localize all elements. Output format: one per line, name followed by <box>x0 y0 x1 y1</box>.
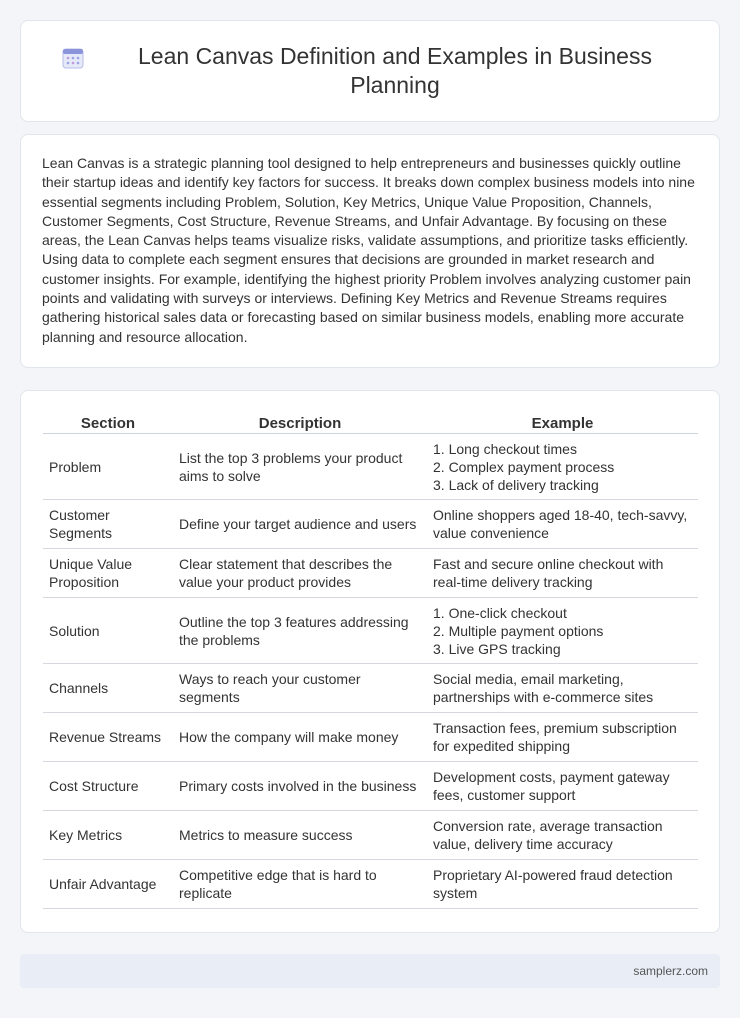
table-row <box>43 762 698 811</box>
example-line: Online shoppers aged 18-40, tech-savvy, value convenience <box>433 507 688 541</box>
cell-example <box>427 860 698 909</box>
cell-example <box>427 811 698 860</box>
cell-example <box>427 664 698 713</box>
example-line: Social media, email marketing, partnerships with e-commerce sites <box>433 671 654 705</box>
intro-paragraph: Lean Canvas is a strategic planning tool designed to help entrepreneurs and businesses quickly outline their startup ideas and identify key factors for success. It breaks down complex business models into nine essential segments including Problem, Solution, Key Metrics, Unique Value Proposition, Channels, Customer Segments, Cost Structure, Revenue Streams, and Unfair Advantage. By focusing on these areas, the Lean Canvas helps teams visualize risks, validate assumptions, and prioritize tasks efficiently. Using data to complete each segment ensures that decisions are grounded in market research and customer insights. For example, identifying the highest priority Problem involves analyzing customer pain points and validating with surveys or interviews. Defining Key Metrics and Revenue Streams requires gathering historical sales data or forecasting based on similar business models, enabling more accurate planning and resource allocation. <box>42 155 695 345</box>
example-line: 3. Live GPS tracking <box>433 640 561 657</box>
footer-site-link[interactable]: samplerz.com <box>633 964 708 978</box>
cell-example <box>427 762 698 811</box>
example-line: Proprietary AI-powered fraud detection system <box>433 867 673 901</box>
cell-section: Revenue Streams <box>43 713 173 762</box>
calendar-icon <box>61 46 85 70</box>
cell-section: Customer Segments <box>43 500 173 549</box>
table-row <box>43 598 698 664</box>
column-header-section: Section <box>43 413 173 434</box>
example-line: 3. Lack of delivery tracking <box>433 476 599 493</box>
cell-description: Outline the top 3 features addressing the problems <box>173 598 427 664</box>
example-line: Development costs, payment gateway fees, customer support <box>433 769 670 803</box>
example-line: Fast and secure online checkout with real-time delivery tracking <box>433 556 664 590</box>
cell-description: Define your target audience and users <box>173 500 427 549</box>
lean-canvas-table <box>43 413 698 909</box>
header-card <box>20 20 720 122</box>
cell-description: Metrics to measure success <box>173 811 427 860</box>
cell-example <box>427 549 698 598</box>
page-title: Lean Canvas Definition and Examples in Business Planning <box>138 43 652 98</box>
cell-example <box>427 500 698 549</box>
table-row <box>43 811 698 860</box>
example-line: 2. Complex payment process <box>433 458 615 475</box>
cell-description: List the top 3 problems your product aims to solve <box>173 434 427 500</box>
cell-section: Channels <box>43 664 173 713</box>
cell-example <box>427 713 698 762</box>
cell-section: Key Metrics <box>43 811 173 860</box>
table-header-row <box>43 413 698 434</box>
table-row <box>43 713 698 762</box>
cell-example <box>427 434 698 500</box>
column-header-example: Example <box>427 413 698 434</box>
table-row <box>43 549 698 598</box>
intro-card <box>20 134 720 368</box>
cell-section: Unique Value Proposition <box>43 549 173 598</box>
cell-section: Solution <box>43 598 173 664</box>
cell-section: Unfair Advantage <box>43 860 173 909</box>
table-row <box>43 664 698 713</box>
cell-description: Clear statement that describes the value your product provides <box>173 549 427 598</box>
table-row <box>43 860 698 909</box>
column-header-description: Description <box>173 413 427 434</box>
table-row <box>43 434 698 500</box>
cell-example <box>427 598 698 664</box>
table-row <box>43 500 698 549</box>
table-card <box>20 390 720 933</box>
example-line: 1. Long checkout times <box>433 440 577 457</box>
cell-description: Ways to reach your customer segments <box>173 664 427 713</box>
example-line: 2. Multiple payment options <box>433 622 604 639</box>
cell-description: How the company will make money <box>173 713 427 762</box>
header-inner <box>61 42 679 100</box>
cell-section: Cost Structure <box>43 762 173 811</box>
example-line: 1. One-click checkout <box>433 604 567 621</box>
example-line: Conversion rate, average transaction value, delivery time accuracy <box>433 818 663 852</box>
cell-section: Problem <box>43 434 173 500</box>
example-line: Transaction fees, premium subscription for expedited shipping <box>433 720 677 754</box>
footer <box>20 954 720 988</box>
cell-description: Primary costs involved in the business <box>173 762 427 811</box>
cell-description: Competitive edge that is hard to replicate <box>173 860 427 909</box>
